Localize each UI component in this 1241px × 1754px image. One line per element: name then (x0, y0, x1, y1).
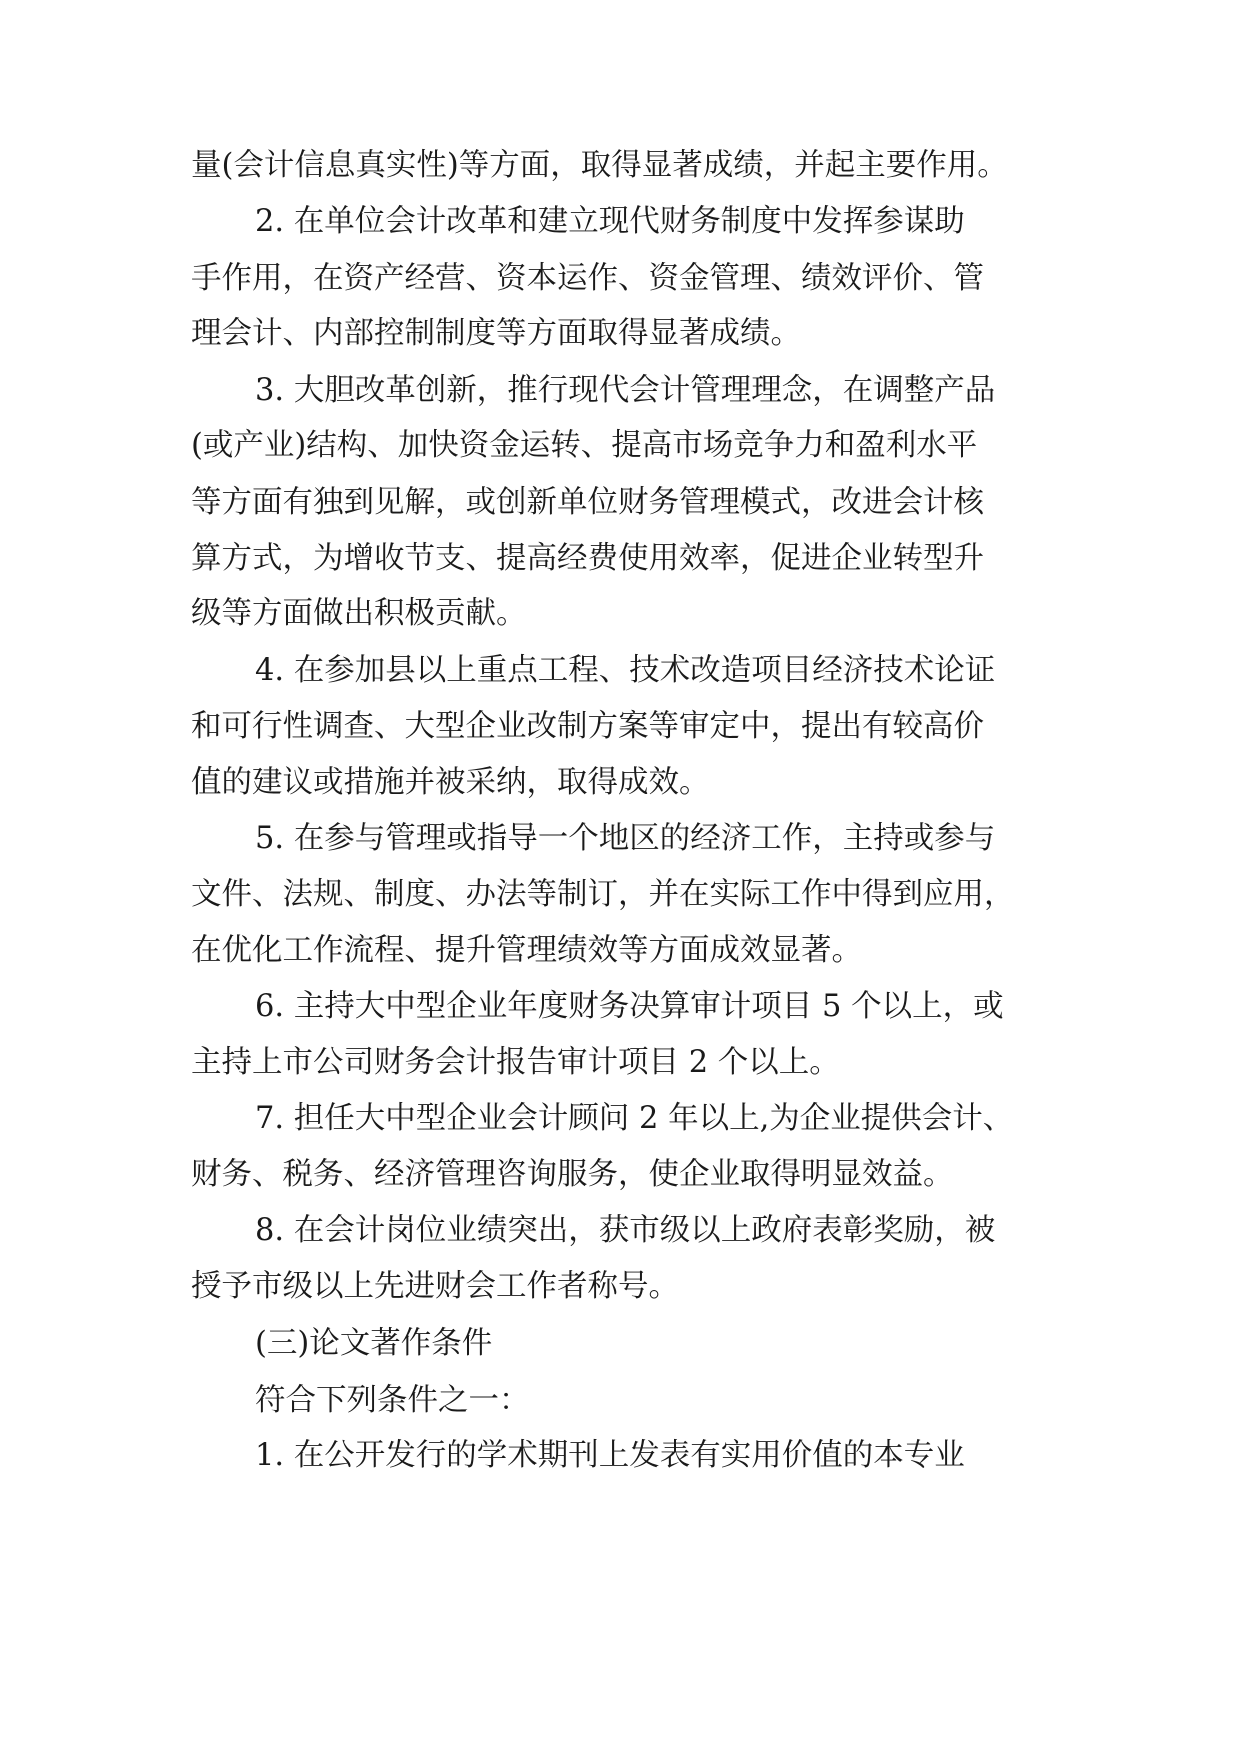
paragraph-line: 授予市级以上先进财会工作者称号。 (191, 1269, 679, 1304)
paragraph-line: 1. 在公开发行的学术期刊上发表有实用价值的本专业 (255, 1438, 965, 1473)
paragraph-line: 在优化工作流程、提升管理绩效等方面成效显著。 (191, 933, 862, 968)
paragraph-line: 级等方面做出积极贡献。 (191, 596, 527, 631)
paragraph-line: 3. 大胆改革创新，推行现代会计管理理念，在调整产品 (255, 373, 996, 408)
paragraph-line: 理会计、内部控制制度等方面取得显著成绩。 (191, 316, 801, 351)
paragraph-line: 手作用，在资产经营、资本运作、资金管理、绩效评价、管 (191, 261, 984, 296)
paragraph-line: 符合下列条件之一： (255, 1383, 530, 1418)
paragraph-line: 财务、税务、经济管理咨询服务，使企业取得明显效益。 (191, 1157, 954, 1192)
paragraph-line: 8. 在会计岗位业绩突出，获市级以上政府表彰奖励，被 (255, 1213, 996, 1248)
paragraph-line: 2. 在单位会计改革和建立现代财务制度中发挥参谋助 (255, 204, 965, 239)
paragraph-line: 4. 在参加县以上重点工程、技术改造项目经济技术论证 (255, 653, 996, 688)
paragraph-line: 等方面有独到见解，或创新单位财务管理模式，改进会计核 (191, 485, 984, 520)
section-heading: (三)论文著作条件 (255, 1326, 493, 1361)
paragraph-line: 值的建议或措施并被采纳，取得成效。 (191, 765, 710, 800)
paragraph-line: 量(会计信息真实性)等方面，取得显著成绩，并起主要作用。 (191, 148, 1008, 183)
paragraph-line: 文件、法规、制度、办法等制订，并在实际工作中得到应用， (191, 877, 1015, 912)
paragraph-line: 主持上市公司财务会计报告审计项目 2 个以上。 (191, 1045, 840, 1080)
paragraph-line: 和可行性调查、大型企业改制方案等审定中，提出有较高价 (191, 709, 984, 744)
paragraph-line: 6. 主持大中型企业年度财务决算审计项目 5 个以上，或 (255, 989, 1004, 1024)
paragraph-line: 7. 担任大中型企业会计顾问 2 年以上,为企业提供会计、 (255, 1101, 1014, 1136)
paragraph-line: 5. 在参与管理或指导一个地区的经济工作，主持或参与 (255, 821, 996, 856)
paragraph-line: (或产业)结构、加快资金运转、提高市场竞争力和盈利水平 (191, 428, 978, 463)
paragraph-line: 算方式，为增收节支、提高经费使用效率，促进企业转型升 (191, 541, 984, 576)
